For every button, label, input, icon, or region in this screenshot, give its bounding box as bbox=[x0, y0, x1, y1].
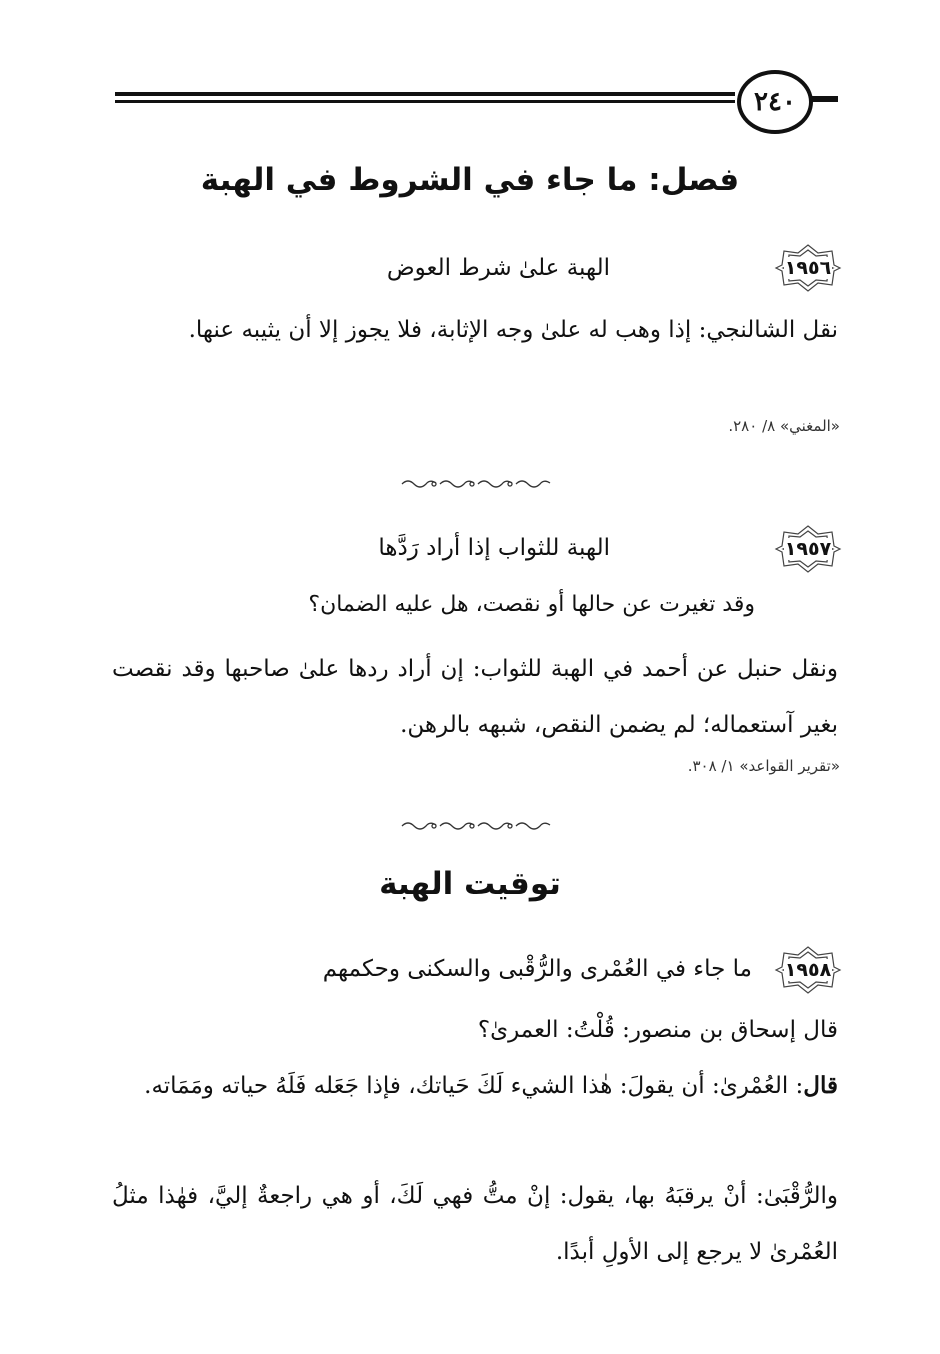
entry-title: ما جاء في العُمْرى والرُّقْبى والسكنى وحكمهم bbox=[322, 956, 752, 982]
entry-subtitle: وقد تغيرت عن حالها أو نقصت، هل عليه الضمان؟ bbox=[308, 592, 755, 617]
entry-text: ونقل حنبل عن أحمد في الهبة للثواب: إن أراد ردها علىٰ صاحبها وقد نقصت بغير آستعماله؛ لم يضمن النقص، شبهه بالرهن. bbox=[112, 656, 838, 738]
source-citation: «المغني» ٨/ ٢٨٠. bbox=[728, 417, 840, 435]
entry-title: الهبة علىٰ شرط العوض bbox=[386, 255, 610, 281]
divider-ornament-icon bbox=[400, 819, 554, 833]
entry-title: الهبة للثواب إذا أراد رَدَّها bbox=[378, 535, 610, 561]
page-number: ٢٤٠ bbox=[737, 70, 813, 134]
entry-number-badge bbox=[774, 945, 842, 995]
entry-number: ١٩٥٧ bbox=[784, 538, 832, 560]
entry-number: ١٩٥٦ bbox=[784, 257, 832, 279]
source-citation: «تقرير القواعد» ١/ ٣٠٨. bbox=[687, 757, 840, 775]
entry-number-badge bbox=[774, 243, 842, 293]
ruqba-paragraph: والرُّقْبَىٰ: أنْ يرقبَهُ بها، يقول: إنْ متُّ فهي لَكَ، أو هي راجعةٌ إليَّ، فهٰذا مثلُ العُمْرىٰ لا يرجع إلى الأولِ أبدًا. bbox=[112, 1183, 838, 1265]
answer-paragraph bbox=[112, 1058, 838, 1114]
section-title: توقيت الهبة bbox=[379, 866, 561, 902]
entry-number: ١٩٥٨ bbox=[784, 959, 832, 981]
entry-number-badge bbox=[774, 524, 842, 574]
answer-text: : العُمْرىٰ: أن يقولَ: هٰذا الشيء لَكَ حَياتك، فإذا جَعَله فَلَهُ حياته ومَمَاته. bbox=[144, 1073, 804, 1099]
divider-ornament-icon bbox=[400, 477, 554, 491]
question-text: قال إسحاق بن منصور: قُلْتُ: العمرىٰ؟ bbox=[477, 1017, 838, 1043]
chapter-title: فصل: ما جاء في الشروط في الهبة bbox=[200, 162, 740, 198]
header-rule-right bbox=[812, 96, 838, 102]
header-rule bbox=[115, 92, 735, 106]
answer-label: قال bbox=[803, 1072, 838, 1099]
entry-text: نقل الشالنجي: إذا وهب له علىٰ وجه الإثابة، فلا يجوز إلا أن يثيبه عنها. bbox=[188, 317, 838, 343]
